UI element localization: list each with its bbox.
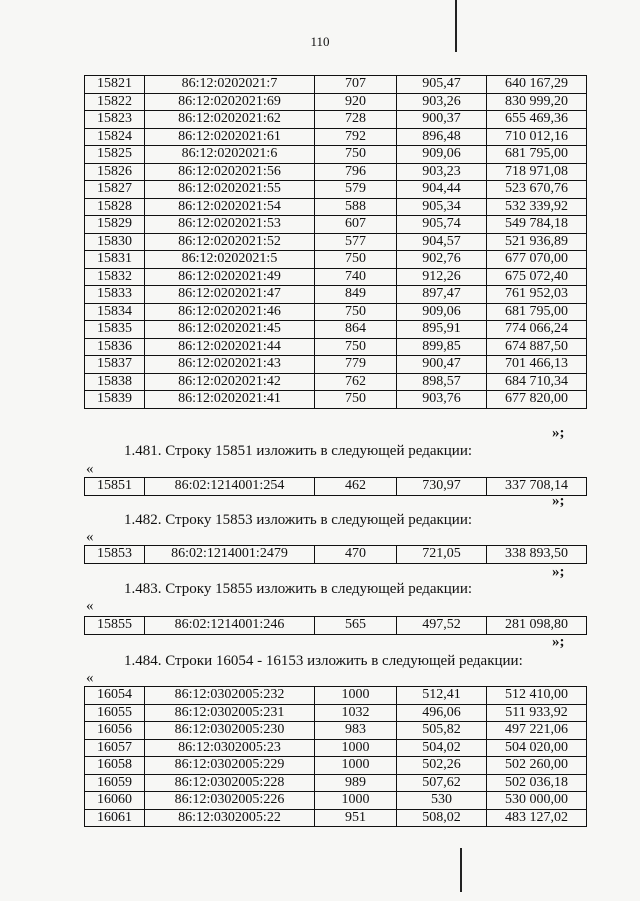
paragraph-1482: 1.482. Строку 15853 изложить в следующей редакции: xyxy=(124,512,473,528)
table-cell: 15851 xyxy=(85,478,145,496)
table-row xyxy=(85,216,587,234)
table-cell: 532 339,92 xyxy=(487,198,587,216)
table-cell: 15836 xyxy=(85,338,145,356)
table-row xyxy=(85,739,587,757)
table-cell: 462 xyxy=(315,478,397,496)
table-cell: 728 xyxy=(315,111,397,129)
table-cell: 579 xyxy=(315,181,397,199)
table-cell: 86:02:1214001:246 xyxy=(145,617,315,635)
table-cell: 521 936,89 xyxy=(487,233,587,251)
table-cell: 523 670,76 xyxy=(487,181,587,199)
table-cell: 86:12:0202021:69 xyxy=(145,93,315,111)
table-row xyxy=(85,722,587,740)
paragraph-1481: 1.481. Строку 15851 изложить в следующей редакции: xyxy=(124,443,473,459)
table-row xyxy=(85,198,587,216)
table-cell: 895,91 xyxy=(397,321,487,339)
table-row-15855 xyxy=(84,616,587,635)
table-cell: 951 xyxy=(315,809,397,827)
table-cell: 530 000,00 xyxy=(487,792,587,810)
table-row xyxy=(85,338,587,356)
table-cell: 904,57 xyxy=(397,233,487,251)
table-cell: 16059 xyxy=(85,774,145,792)
opening-quote-1484: « xyxy=(86,670,94,686)
table-cell: 338 893,50 xyxy=(487,546,587,564)
table-cell: 15826 xyxy=(85,163,145,181)
table-cell: 750 xyxy=(315,338,397,356)
table-cell: 15829 xyxy=(85,216,145,234)
closing-quote-1481: »; xyxy=(552,493,565,509)
table-cell: 674 887,50 xyxy=(487,338,587,356)
closing-quote-1482: »; xyxy=(552,564,565,580)
table-cell: 86:12:0202021:53 xyxy=(145,216,315,234)
table-cell: 730,97 xyxy=(397,478,487,496)
table-cell: 675 072,40 xyxy=(487,268,587,286)
table-row xyxy=(85,233,587,251)
table-cell: 15823 xyxy=(85,111,145,129)
table-cell: 86:12:0202021:6 xyxy=(145,146,315,164)
table-cell: 86:12:0202021:54 xyxy=(145,198,315,216)
table-cell: 710 012,16 xyxy=(487,128,587,146)
table-row xyxy=(85,792,587,810)
table-cell: 681 795,00 xyxy=(487,146,587,164)
table-row xyxy=(85,774,587,792)
table-cell: 577 xyxy=(315,233,397,251)
table-cell: 507,62 xyxy=(397,774,487,792)
table-cell: 774 066,24 xyxy=(487,321,587,339)
table-cell: 15827 xyxy=(85,181,145,199)
table-cell: 337 708,14 xyxy=(487,478,587,496)
table-cell: 905,47 xyxy=(397,76,487,94)
table-row xyxy=(85,286,587,304)
opening-quote-1481: « xyxy=(86,461,94,477)
table-cell: 707 xyxy=(315,76,397,94)
table-row-15853 xyxy=(84,545,587,564)
table-cell: 508,02 xyxy=(397,809,487,827)
table-cell: 750 xyxy=(315,303,397,321)
table-cell: 86:12:0202021:55 xyxy=(145,181,315,199)
table-row xyxy=(85,251,587,269)
binding-line-bottom xyxy=(460,848,462,892)
table-cell: 684 710,34 xyxy=(487,373,587,391)
binding-line-top xyxy=(455,0,457,52)
table-cell: 903,26 xyxy=(397,93,487,111)
table-cell: 86:12:0202021:47 xyxy=(145,286,315,304)
table-cell: 502 036,18 xyxy=(487,774,587,792)
table-cell: 512 410,00 xyxy=(487,687,587,705)
table-cell: 898,57 xyxy=(397,373,487,391)
table-cell: 15824 xyxy=(85,128,145,146)
table-row xyxy=(85,321,587,339)
table-cell: 86:12:0302005:226 xyxy=(145,792,315,810)
opening-quote-1483: « xyxy=(86,598,94,614)
table-cell: 677 820,00 xyxy=(487,391,587,409)
table-cell: 86:12:0202021:41 xyxy=(145,391,315,409)
table-cell: 909,06 xyxy=(397,303,487,321)
table-cell: 903,76 xyxy=(397,391,487,409)
table-cell: 470 xyxy=(315,546,397,564)
table-cell: 905,34 xyxy=(397,198,487,216)
table-cell: 909,06 xyxy=(397,146,487,164)
table-cell: 86:12:0302005:230 xyxy=(145,722,315,740)
table-cell: 15839 xyxy=(85,391,145,409)
paragraph-1483: 1.483. Строку 15855 изложить в следующей редакции: xyxy=(124,581,473,597)
table-cell: 864 xyxy=(315,321,397,339)
table-cell: 796 xyxy=(315,163,397,181)
table-cell: 86:12:0202021:62 xyxy=(145,111,315,129)
table-cell: 530 xyxy=(397,792,487,810)
table-cell: 86:12:0202021:44 xyxy=(145,338,315,356)
table-row xyxy=(85,111,587,129)
paragraph-1484: 1.484. Строки 16054 - 16153 изложить в следующей редакции: xyxy=(124,653,523,669)
table-cell: 15837 xyxy=(85,356,145,374)
table-row xyxy=(85,373,587,391)
table-row xyxy=(85,757,587,775)
table-row xyxy=(85,181,587,199)
table-row xyxy=(85,478,587,496)
table-cell: 15838 xyxy=(85,373,145,391)
table-cell: 15830 xyxy=(85,233,145,251)
table-cell: 761 952,03 xyxy=(487,286,587,304)
table-cell: 681 795,00 xyxy=(487,303,587,321)
table-cell: 86:12:0202021:49 xyxy=(145,268,315,286)
table-cell: 16055 xyxy=(85,704,145,722)
closing-quote-1483: »; xyxy=(552,634,565,650)
table-cell: 750 xyxy=(315,146,397,164)
table-cell: 15821 xyxy=(85,76,145,94)
table-cell: 86:12:0202021:61 xyxy=(145,128,315,146)
table-row xyxy=(85,704,587,722)
table-cell: 86:12:0202021:42 xyxy=(145,373,315,391)
table-cell: 989 xyxy=(315,774,397,792)
table-cell: 15835 xyxy=(85,321,145,339)
table-cell: 281 098,80 xyxy=(487,617,587,635)
table-cell: 504,02 xyxy=(397,739,487,757)
table-cell: 549 784,18 xyxy=(487,216,587,234)
table-cell: 1000 xyxy=(315,687,397,705)
table-row xyxy=(85,687,587,705)
table-row xyxy=(85,268,587,286)
table-cell: 511 933,92 xyxy=(487,704,587,722)
table-row xyxy=(85,809,587,827)
table-cell: 1000 xyxy=(315,739,397,757)
table-cell: 565 xyxy=(315,617,397,635)
table-cell: 86:12:0202021:56 xyxy=(145,163,315,181)
table-cell: 86:12:0302005:23 xyxy=(145,739,315,757)
table-row xyxy=(85,76,587,94)
table-cell: 16054 xyxy=(85,687,145,705)
table-cell: 983 xyxy=(315,722,397,740)
table-cell: 86:12:0202021:45 xyxy=(145,321,315,339)
table-cell: 900,37 xyxy=(397,111,487,129)
table-cell: 16058 xyxy=(85,757,145,775)
table-cell: 15832 xyxy=(85,268,145,286)
table-cell: 15828 xyxy=(85,198,145,216)
table-cell: 15833 xyxy=(85,286,145,304)
table-cell: 86:02:1214001:2479 xyxy=(145,546,315,564)
table-cell: 897,47 xyxy=(397,286,487,304)
table-cell: 779 xyxy=(315,356,397,374)
table-row xyxy=(85,546,587,564)
table-cell: 16060 xyxy=(85,792,145,810)
table-cell: 896,48 xyxy=(397,128,487,146)
table-row xyxy=(85,163,587,181)
table-cell: 792 xyxy=(315,128,397,146)
table-cell: 16061 xyxy=(85,809,145,827)
table-cell: 15831 xyxy=(85,251,145,269)
table-cell: 15855 xyxy=(85,617,145,635)
table-cell: 496,06 xyxy=(397,704,487,722)
table-cell: 762 xyxy=(315,373,397,391)
table-cell: 588 xyxy=(315,198,397,216)
table-cell: 899,85 xyxy=(397,338,487,356)
table-cell: 15853 xyxy=(85,546,145,564)
table-cell: 16056 xyxy=(85,722,145,740)
table-cell: 701 466,13 xyxy=(487,356,587,374)
table-cell: 512,41 xyxy=(397,687,487,705)
table-cell: 86:12:0302005:231 xyxy=(145,704,315,722)
table-rows-15821-15839 xyxy=(84,75,587,409)
table-cell: 502 260,00 xyxy=(487,757,587,775)
table-cell: 86:12:0202021:46 xyxy=(145,303,315,321)
table-cell: 15834 xyxy=(85,303,145,321)
table-cell: 504 020,00 xyxy=(487,739,587,757)
table-cell: 903,23 xyxy=(397,163,487,181)
table-cell: 15825 xyxy=(85,146,145,164)
table-rows-16054-16061 xyxy=(84,686,587,827)
table-cell: 497 221,06 xyxy=(487,722,587,740)
table-row xyxy=(85,146,587,164)
table-cell: 721,05 xyxy=(397,546,487,564)
table-cell: 86:12:0302005:22 xyxy=(145,809,315,827)
table-cell: 607 xyxy=(315,216,397,234)
table-cell: 849 xyxy=(315,286,397,304)
table-row xyxy=(85,93,587,111)
table-cell: 502,26 xyxy=(397,757,487,775)
table-cell: 1000 xyxy=(315,757,397,775)
table-row xyxy=(85,391,587,409)
table-row xyxy=(85,303,587,321)
table-row xyxy=(85,356,587,374)
table-cell: 905,74 xyxy=(397,216,487,234)
table-cell: 16057 xyxy=(85,739,145,757)
table-cell: 904,44 xyxy=(397,181,487,199)
table-row-15851 xyxy=(84,477,587,496)
table-cell: 750 xyxy=(315,251,397,269)
table-cell: 750 xyxy=(315,391,397,409)
table-cell: 718 971,08 xyxy=(487,163,587,181)
table-cell: 86:12:0302005:229 xyxy=(145,757,315,775)
table-cell: 830 999,20 xyxy=(487,93,587,111)
table1-closing-quote: »; xyxy=(552,425,565,441)
table-cell: 900,47 xyxy=(397,356,487,374)
table-row xyxy=(85,128,587,146)
table-cell: 677 070,00 xyxy=(487,251,587,269)
table-cell: 1000 xyxy=(315,792,397,810)
table-row xyxy=(85,617,587,635)
table-cell: 86:12:0302005:232 xyxy=(145,687,315,705)
opening-quote-1482: « xyxy=(86,529,94,545)
table-cell: 86:12:0202021:5 xyxy=(145,251,315,269)
table-cell: 86:12:0202021:52 xyxy=(145,233,315,251)
table-cell: 655 469,36 xyxy=(487,111,587,129)
table-cell: 15822 xyxy=(85,93,145,111)
table-cell: 497,52 xyxy=(397,617,487,635)
page-number: 110 xyxy=(310,34,330,49)
table-cell: 920 xyxy=(315,93,397,111)
table-cell: 902,76 xyxy=(397,251,487,269)
table-cell: 740 xyxy=(315,268,397,286)
table-cell: 86:12:0302005:228 xyxy=(145,774,315,792)
table-cell: 483 127,02 xyxy=(487,809,587,827)
table-cell: 640 167,29 xyxy=(487,76,587,94)
table-cell: 505,82 xyxy=(397,722,487,740)
table-cell: 86:12:0202021:7 xyxy=(145,76,315,94)
table-cell: 1032 xyxy=(315,704,397,722)
table-cell: 86:02:1214001:254 xyxy=(145,478,315,496)
table-cell: 912,26 xyxy=(397,268,487,286)
table-cell: 86:12:0202021:43 xyxy=(145,356,315,374)
